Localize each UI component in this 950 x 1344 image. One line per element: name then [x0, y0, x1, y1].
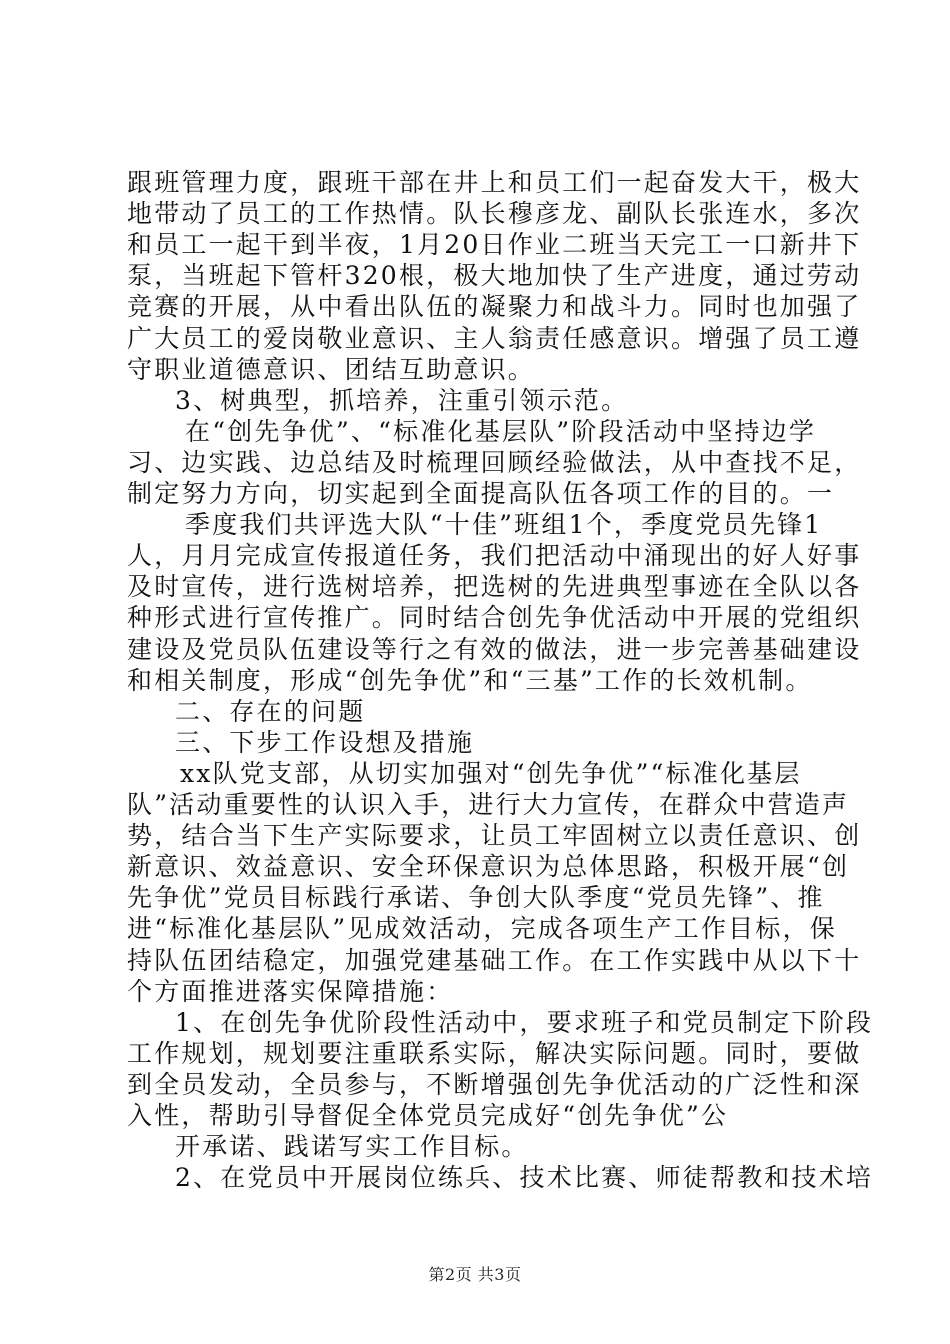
text-line: 种形式进行宣传推广。同时结合创先争优活动中开展的党组织: [127, 603, 862, 633]
text-line: 势，结合当下生产实际要求，让员工牢固树立以责任意识、创: [127, 821, 862, 851]
text-line: 制定努力方向，切实起到全面提高队伍各项工作的目的。一: [127, 479, 835, 508]
text-line: 2、在党员中开展岗位练兵、技术比赛、师徒帮教和技术培: [175, 1163, 874, 1193]
text-line: 人，月月完成宣传报道任务，我们把活动中涌现出的好人好事: [127, 541, 862, 571]
text-line: 和相关制度，形成“创先争优”和“三基”工作的长效机制。: [127, 665, 813, 695]
section-heading: 3、树典型，抓培养，注重引领示范。: [175, 385, 629, 415]
text-line: xx队党支部，从切实加强对“创先争优”“标准化基层: [180, 758, 802, 788]
text-line: 及时宣传，进行选树培养，把选树的先进典型事迹在全队以各: [127, 572, 862, 602]
text-line: 和员工一起干到半夜，1月20日作业二班当天完工一口新井下: [127, 230, 862, 260]
text-line: 泵，当班起下管杆320根，极大地加快了生产进度，通过劳动: [127, 261, 862, 291]
text-line: 进“标准化基层队”见成效活动，完成各项生产工作目标，保: [127, 914, 837, 944]
text-line: 先争优”党员目标践行承诺、争创大队季度“党员先锋”、推: [127, 883, 825, 913]
text-line: 持队伍团结稳定，加强党建基础工作。在工作实践中从以下十: [127, 945, 862, 975]
text-line: 新意识、效益意识、安全环保意识为总体思路，积极开展“创: [127, 852, 850, 882]
text-line: 个方面推进落实保障措施：: [127, 976, 454, 1006]
text-line: 广大员工的爱岗敬业意识、主人翁责任感意识。增强了员工遵: [127, 323, 862, 353]
text-line: 建设及党员队伍建设等行之有效的做法，进一步完善基础建设: [127, 634, 862, 664]
text-line: 工作规划，规划要注重联系实际，解决实际问题。同时，要做: [127, 1038, 862, 1068]
text-line: 在“创先争优”、“标准化基层队”阶段活动中坚持边学: [185, 416, 817, 446]
text-line: 跟班管理力度，跟班干部在井上和员工们一起奋发大干，极大: [127, 168, 862, 197]
page-number-footer: 第2页 共3页: [428, 1265, 522, 1284]
text-line: 地带动了员工的工作热情。队长穆彦龙、副队长张连水，多次: [127, 199, 862, 229]
text-line: 竞赛的开展，从中看出队伍的凝聚力和战斗力。同时也加强了: [127, 292, 862, 322]
text-line: 到全员发动，全员参与，不断增强创先争优活动的广泛性和深: [127, 1069, 862, 1099]
text-line: 季度我们共评选大队“十佳”班组1个，季度党员先锋1: [185, 510, 823, 540]
text-line: 习、边实践、边总结及时梳理回顾经验做法，从中查找不足，: [127, 447, 862, 477]
section-heading: 三、下步工作设想及措施: [175, 727, 475, 757]
text-line: 入性，帮助引导督促全体党员完成好“创先争优”公: [127, 1101, 729, 1130]
text-line: 守职业道德意识、团结互助意识。: [127, 354, 536, 384]
section-heading: 二、存在的问题: [175, 696, 366, 726]
text-line: 队”活动重要性的认识入手，进行大力宣传，在群众中营造声: [127, 790, 850, 819]
text-line: 1、在创先争优阶段性活动中，要求班子和党员制定下阶段: [175, 1007, 874, 1037]
text-line: 开承诺、践诺写实工作目标。: [175, 1132, 529, 1162]
